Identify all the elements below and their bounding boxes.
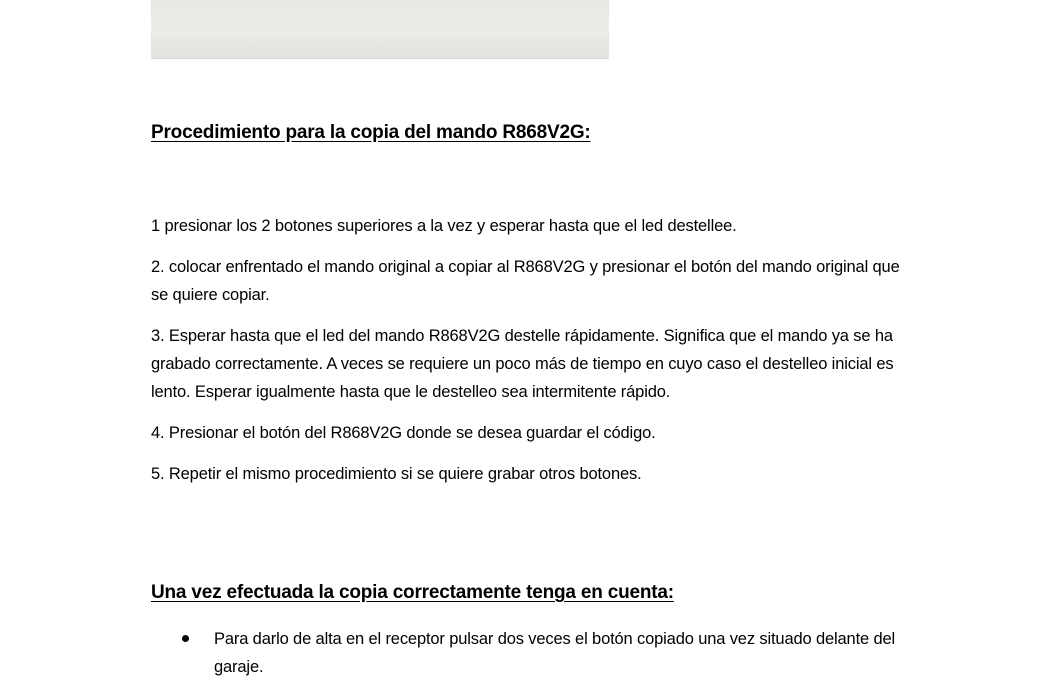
procedure-steps	[151, 212, 911, 501]
after-copy-list	[151, 625, 911, 681]
product-photo	[151, 0, 609, 59]
step-3: 3. Esperar hasta que el led del mando R868V2G destelle rápidamente. Significa que el mando ya se ha grabado correctamente. A veces se requiere un poco más de tiempo en cuyo caso el destelleo inicial es lento. Esperar igualmente hasta que le destelleo sea intermitente rápido.	[151, 327, 894, 401]
step-4: 4. Presionar el botón del R868V2G donde se desea guardar el código.	[151, 424, 656, 442]
bullet-icon	[182, 635, 189, 642]
list-item-text: Para darlo de alta en el receptor pulsar dos veces el botón copiado una vez situado delante del garaje.	[214, 630, 896, 676]
procedure-heading: Procedimiento para la copia del mando R868V2G:	[151, 122, 591, 143]
step-5: 5. Repetir el mismo procedimiento si se quiere grabar otros botones.	[151, 465, 642, 483]
step-1: 1 presionar los 2 botones superiores a la vez y esperar hasta que el led destellee.	[151, 217, 737, 235]
step-2: 2. colocar enfrentado el mando original a copiar al R868V2G y presionar el botón del mando original que se quiere copiar.	[151, 258, 900, 304]
after-copy-heading: Una vez efectuada la copia correctamente tenga en cuenta:	[151, 582, 674, 603]
list-item	[151, 625, 911, 681]
